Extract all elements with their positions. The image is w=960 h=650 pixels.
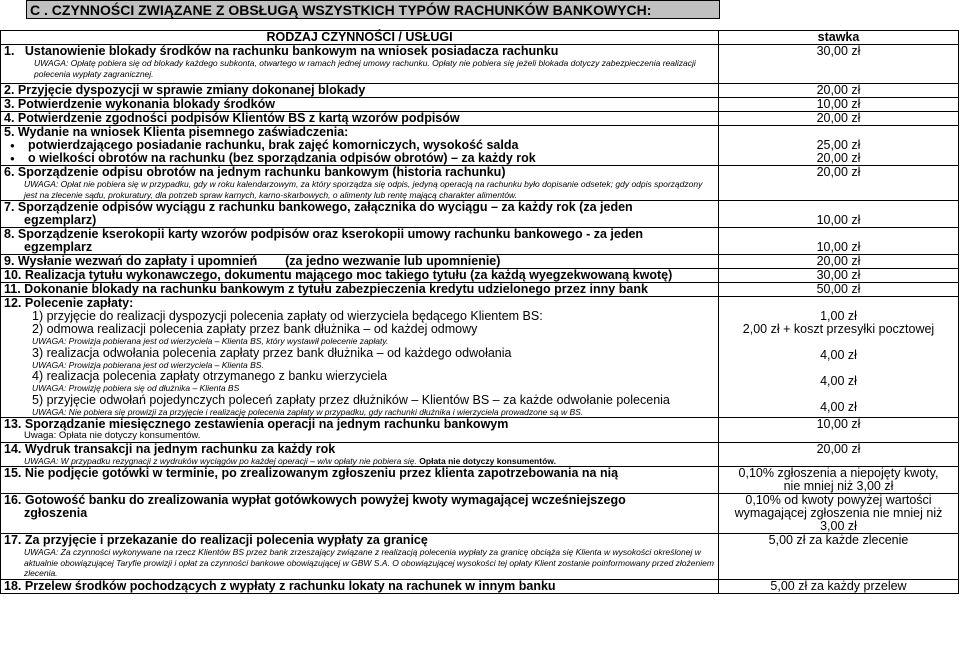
table-row [1, 467, 959, 494]
row-number: 10. [4, 268, 22, 282]
row-note: UWAGA: Prowizja pobierana jest od wierzyciela – Klienta BS. [32, 359, 264, 370]
table-row [1, 534, 959, 580]
row-number: 17. [4, 533, 22, 547]
list-item: 4) realizacja polecenia zapłaty otrzymanego z banku wierzyciela [32, 369, 388, 383]
list-item: ● potwierdzającego posiadanie rachunku, brak zajęć komorniczych, wysokość salda [28, 139, 715, 152]
row-title: Za przyjęcie i przekazanie do realizacji polecenia wypłaty za granicę [24, 533, 428, 547]
row-number: 6. [4, 165, 15, 179]
row-number: 5. [4, 125, 15, 139]
table-row [1, 283, 959, 297]
row-price: 20,00 zł [719, 442, 959, 467]
row-price: nie mniej niż 3,00 zł [783, 479, 894, 493]
row-title: Nie podjęcie gotówki w terminie, po zrealizowanym zgłoszeniu przez klienta zapotrzebowania na nią [24, 466, 619, 480]
row-note: UWAGA: Prowizję pobiera się od dłużnika – Klienta BS [32, 383, 240, 393]
row-price: 0,10% zgłoszenia a niepojęty kwoty, [738, 466, 939, 480]
table-row [1, 228, 959, 255]
row-number: 8. [4, 227, 15, 241]
row-price: 50,00 zł [719, 283, 959, 297]
row-title: Dokonanie blokady na rachunku bankowym z tytułu zabezpieczenia kredytu udzielonego przez inny bank [24, 282, 648, 296]
row-title: Wydruk transakcji na jednym rachunku za każdy rok [24, 441, 336, 456]
table-row [1, 579, 959, 593]
table-row [1, 98, 959, 112]
row-title: Gotowość banku do zrealizowania wypłat gotówkowych powyżej kwoty wymagającej wcześniejszego [24, 493, 626, 507]
table-row [1, 201, 959, 228]
row-title: Potwierdzenie zgodności podpisów Klientów BS z kartą wzorów podpisów [17, 111, 460, 125]
row-title: Sporządzanie miesięcznego zestawienia operacji na jednym rachunku bankowym [24, 417, 509, 431]
row-number: 16. [4, 493, 22, 507]
row-price: 25,00 zł [816, 138, 861, 152]
row-title: Sporządzenie odpisu obrotów na jednym rachunku bankowym (historia rachunku) [17, 165, 506, 179]
section-header: C . CZYNNOŚCI ZWIĄZANE Z OBSŁUGĄ WSZYSTKICH TYPÓW RACHUNKÓW BANKOWYCH: [26, 0, 720, 19]
row-price: 1,00 zł [820, 309, 857, 323]
table-row [1, 269, 959, 283]
row-title-cont: (za jedno wezwanie lub upomnienie) [285, 254, 501, 268]
row-number: 14. [4, 441, 22, 456]
row-price: 20,00 zł [719, 84, 959, 98]
row-title: Przelew środków pochodzących z wypłaty z rachunku lokaty na rachunek w innym banku [24, 578, 556, 593]
table-header-row [1, 31, 959, 45]
row-number: 1. [4, 44, 15, 58]
list-item: 2) odmowa realizacji polecenia zapłaty przez bank dłużnika – od każdej odmowy [32, 322, 478, 336]
table-row [1, 442, 959, 467]
table-row [1, 418, 959, 443]
table-row [1, 494, 959, 534]
table-row [1, 45, 959, 84]
row-title: Przyjęcie dyspozycji w sprawie zmiany dokonanej blokady [17, 83, 366, 97]
list-item: 1) przyjęcie do realizacji dyspozycji polecenia zapłaty od wierzyciela będącego Klientem BS: [32, 309, 543, 323]
row-number: 12. [4, 296, 22, 310]
row-number: 4. [4, 111, 15, 125]
row-price: 30,00 zł [719, 269, 959, 283]
row-number: 15. [4, 466, 22, 480]
row-number: 9. [4, 254, 15, 268]
column-header-activity: RODZAJ CZYNNOŚCI / USŁUGI [1, 31, 719, 45]
row-price: 30,00 zł [719, 45, 959, 84]
row-price: 4,00 zł [820, 348, 857, 362]
table-row [1, 255, 959, 269]
row-price: 10,00 zł [719, 418, 959, 443]
row-price: 20,00 zł [719, 112, 959, 126]
row-price: 2,00 zł + koszt przesyłki pocztowej [742, 322, 935, 336]
table-row [1, 126, 959, 166]
row-title: Sporządzenie odpisów wyciągu z rachunku bankowego, załącznika do wyciągu – za każdy rok (za jeden [17, 200, 633, 214]
row-price: 20,00 zł [816, 151, 861, 165]
row-title: Sporządzenie kserokopii karty wzorów podpisów oraz kserokopii umowy rachunku bankowego - za jeden [17, 227, 644, 241]
row-title: Ustanowienie blokady środków na rachunku bankowym na wniosek posiadacza rachunku [24, 44, 559, 58]
bullet-list [4, 139, 715, 165]
list-item: 3) realizacja odwołania polecenia zapłaty przez bank dłużnika – od każdego odwołania [32, 345, 512, 360]
row-price: 10,00 zł [719, 98, 959, 112]
list-item: ● o wielkości obrotów na rachunku (bez sporządzania odpisów obrotów) – za każdy rok [28, 152, 715, 165]
row-note: UWAGA: Nie pobiera się prowizji za przyjęcie i realizację polecenia zapłaty w przypadku, gdy rachunki dłużnika i wierzyciela prowadzone są w BS. [32, 406, 584, 417]
row-note: UWAGA: Prowizja pobierana jest od wierzyciela – Klienta BS, który wystawił polecenie zapłaty. [32, 336, 389, 346]
row-note: UWAGA: Opłat nie pobiera się w przypadku, gdy w roku kalendarzowym, za który sporządza się odpis, jedyną operacją na rachunku było dopisanie odsetek; gdy odpis sporządzony jest na zlecenie sądu, prokuratury, dla potrzeb spraw karnych, karno-skarbowych, o alimenty lub rentę mającą charakter alimentów. [24, 179, 703, 200]
row-title: Realizacja tytułu wykonawczego, dokumentu mającego moc takiego tytułu (za każdą wyegzekwowaną kwotę) [24, 268, 673, 282]
row-number: 13. [4, 417, 22, 431]
list-item: 5) przyjęcie odwołań pojedynczych poleceń zapłaty przez dłużników – Klientów BS – za każde odwołanie polecenia [32, 392, 670, 407]
row-price: 10,00 zł [816, 213, 861, 227]
row-number: 18. [4, 578, 22, 593]
row-price: 0,10% od kwoty powyżej wartości [745, 493, 932, 507]
fee-table [0, 30, 959, 594]
row-price: 5,00 zł za każdy przelew [719, 579, 959, 593]
row-title: Polecenie zapłaty: [24, 296, 134, 310]
row-price: 20,00 zł [719, 166, 959, 201]
row-title-cont: egzemplarz) [24, 213, 97, 227]
row-price: 5,00 zł za każde zlecenie [719, 534, 959, 580]
row-title: Potwierdzenie wykonania blokady środków [17, 97, 275, 111]
row-number: 11. [4, 282, 21, 296]
row-title: Wydanie na wniosek Klienta pisemnego zaświadczenia: [17, 125, 349, 139]
row-number: 3. [4, 97, 15, 111]
row-price: 20,00 zł [719, 255, 959, 269]
row-price: 10,00 zł [816, 240, 861, 254]
row-note: UWAGA: Opłatę pobiera się od blokady każdego subkonta, otwartego w ramach jednej umowy rachunku. Opłaty nie pobiera się jeżeli blokada dotyczy zabezpieczenia realizacji polecenia wypłaty zagranicznej. [34, 58, 696, 79]
row-title: Wysłanie wezwań do zapłaty i upomnień [17, 254, 258, 268]
table-row [1, 297, 959, 418]
row-number: 7. [4, 200, 15, 214]
row-note: UWAGA: Za czynności wykonywane na rzecz Klientów BS przez bank zrzeszający związane z realizacją polecenia wypłaty za granicę obciąża się Klienta w wysokości określonej w aktualnie obowiązującej Taryfie prowizji i opłat za czynności bankowe obowiązującej w GBW S.A. O obowiązującej wysokości tej opłaty Klient zostanie poinformowany przed złożeniem zlecenia. [24, 547, 714, 578]
row-price: 4,00 zł [820, 374, 857, 388]
row-note: UWAGA: W przypadku rezygnacji z wydruków wyciągów po każdej operacji – w/w opłaty nie pobiera się. [24, 455, 417, 466]
row-title-cont: egzemplarz [24, 240, 93, 254]
row-number: 2. [4, 83, 15, 97]
row-title-cont: zgłoszenia [24, 506, 88, 520]
table-row [1, 112, 959, 126]
row-price: 4,00 zł [820, 400, 857, 414]
table-row [1, 84, 959, 98]
row-note: Uwaga: Opłata nie dotyczy konsumentów. [24, 430, 201, 441]
table-row [1, 166, 959, 201]
column-header-rate: stawka [719, 31, 959, 45]
row-price: wymagającej zgłoszenia nie mniej niż 3,00 zł [734, 506, 943, 533]
row-note: Opłata nie dotyczy konsumentów. [419, 455, 556, 466]
